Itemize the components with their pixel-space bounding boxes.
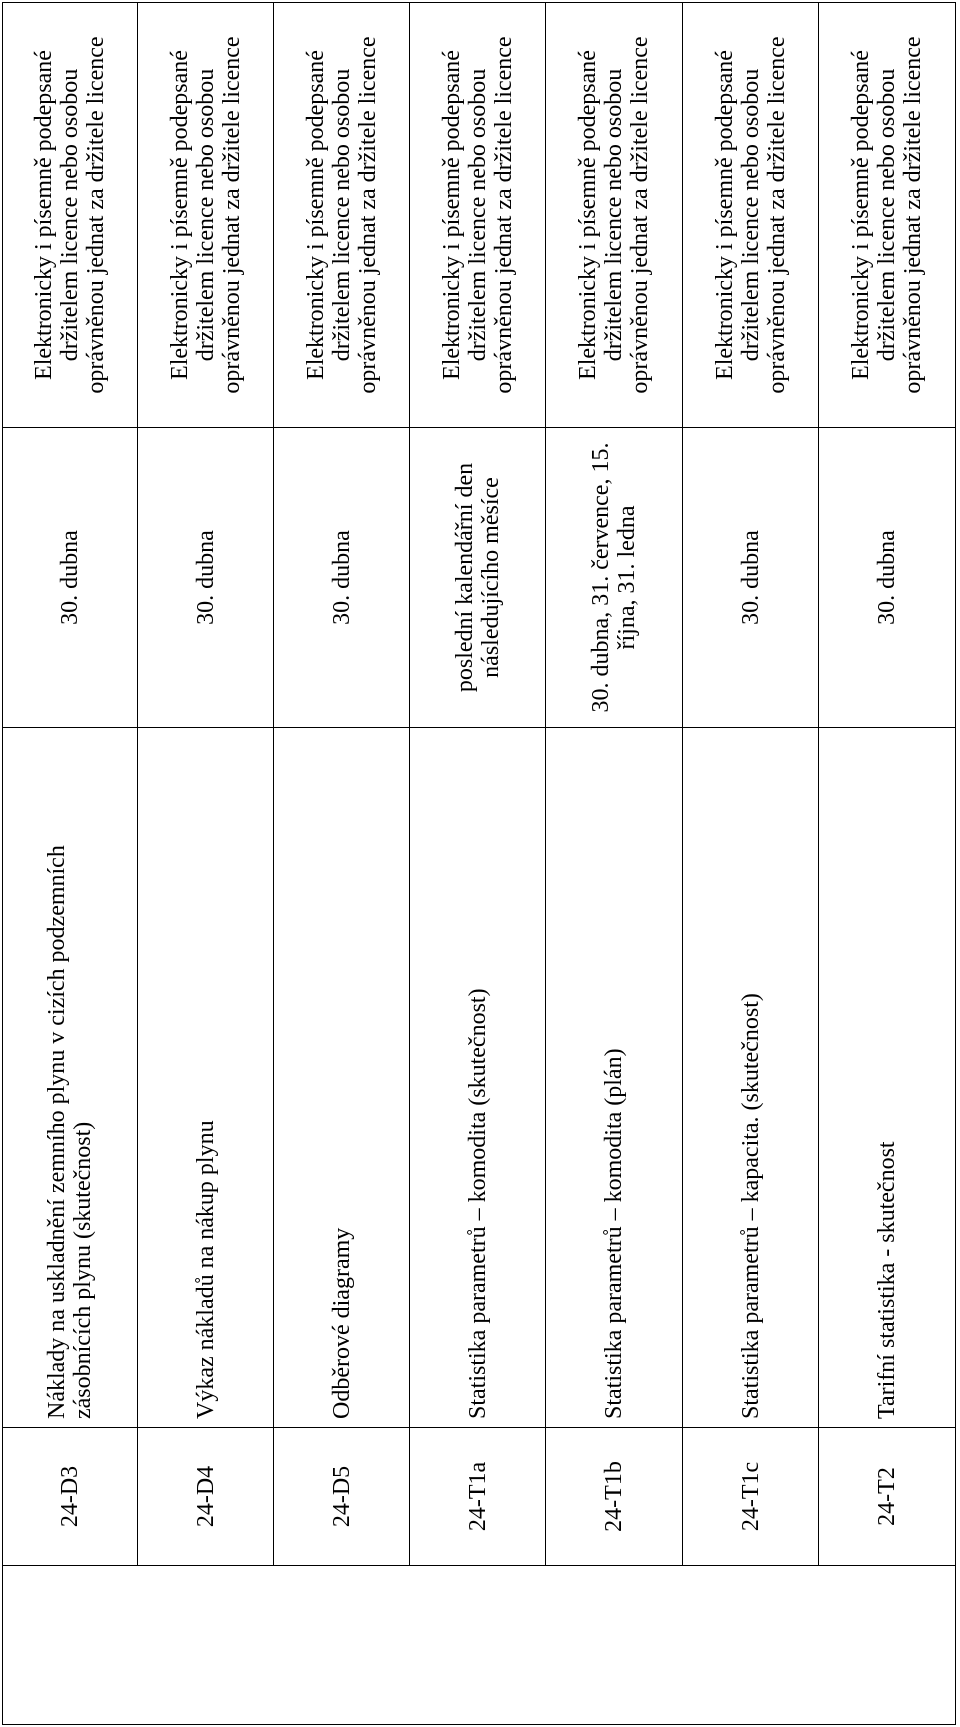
submission-method: Elektronicky i písemně podepsané držitelem licence nebo osobou oprávněnou jednat za držitele licence bbox=[410, 3, 546, 428]
report-name: Odběrové diagramy bbox=[274, 728, 410, 1428]
report-deadline: 30. dubna bbox=[3, 428, 138, 728]
report-schedule-table bbox=[2, 2, 956, 1725]
report-code: 24-T1c bbox=[683, 1428, 819, 1566]
report-deadline: 30. dubna bbox=[138, 428, 274, 728]
report-code: 24-T1b bbox=[546, 1428, 683, 1566]
report-name: Statistika parametrů – kapacita. (skutečnost) bbox=[683, 728, 819, 1428]
table-row bbox=[819, 3, 956, 1725]
report-name: Náklady na uskladnění zemního plynu v cizích podzemních zásobnících plynu (skutečnost) bbox=[3, 728, 138, 1428]
report-name: Statistika parametrů – komodita (skutečnost) bbox=[410, 728, 546, 1428]
report-deadline: 30. dubna, 31. července, 15. října, 31. ledna bbox=[546, 428, 683, 728]
table-row bbox=[546, 3, 683, 1725]
table-row bbox=[3, 3, 138, 1725]
report-deadline: 30. dubna bbox=[819, 428, 956, 728]
table-row bbox=[410, 3, 546, 1725]
report-code: 24-D3 bbox=[3, 1428, 138, 1566]
report-deadline: poslední kalendářní den následujícího měsíce bbox=[410, 428, 546, 728]
submission-method: Elektronicky i písemně podepsané držitelem licence nebo osobou oprávněnou jednat za držitele licence bbox=[3, 3, 138, 428]
report-name: Statistika parametrů – komodita (plán) bbox=[546, 728, 683, 1428]
rotated-table-wrapper bbox=[0, 3, 960, 1727]
table-row bbox=[138, 3, 274, 1725]
report-name: Výkaz nákladů na nákup plynu bbox=[138, 728, 274, 1428]
table-row bbox=[274, 3, 410, 1725]
report-code: 24-D5 bbox=[274, 1428, 410, 1566]
submission-method: Elektronicky i písemně podepsané držitelem licence nebo osobou oprávněnou jednat za držitele licence bbox=[546, 3, 683, 428]
report-code: 24-T1a bbox=[410, 1428, 546, 1566]
submission-method: Elektronicky i písemně podepsané držitelem licence nebo osobou oprávněnou jednat za držitele licence bbox=[819, 3, 956, 428]
submission-method: Elektronicky i písemně podepsané držitelem licence nebo osobou oprávněnou jednat za držitele licence bbox=[274, 3, 410, 428]
empty-margin-cell bbox=[3, 1566, 956, 1725]
report-code: 24-D4 bbox=[138, 1428, 274, 1566]
report-name: Tarifní statistika - skutečnost bbox=[819, 728, 956, 1428]
table-row bbox=[683, 3, 819, 1725]
report-code: 24-T2 bbox=[819, 1428, 956, 1566]
report-deadline: 30. dubna bbox=[274, 428, 410, 728]
submission-method: Elektronicky i písemně podepsané držitelem licence nebo osobou oprávněnou jednat za držitele licence bbox=[683, 3, 819, 428]
submission-method: Elektronicky i písemně podepsané držitelem licence nebo osobou oprávněnou jednat za držitele licence bbox=[138, 3, 274, 428]
report-deadline: 30. dubna bbox=[683, 428, 819, 728]
